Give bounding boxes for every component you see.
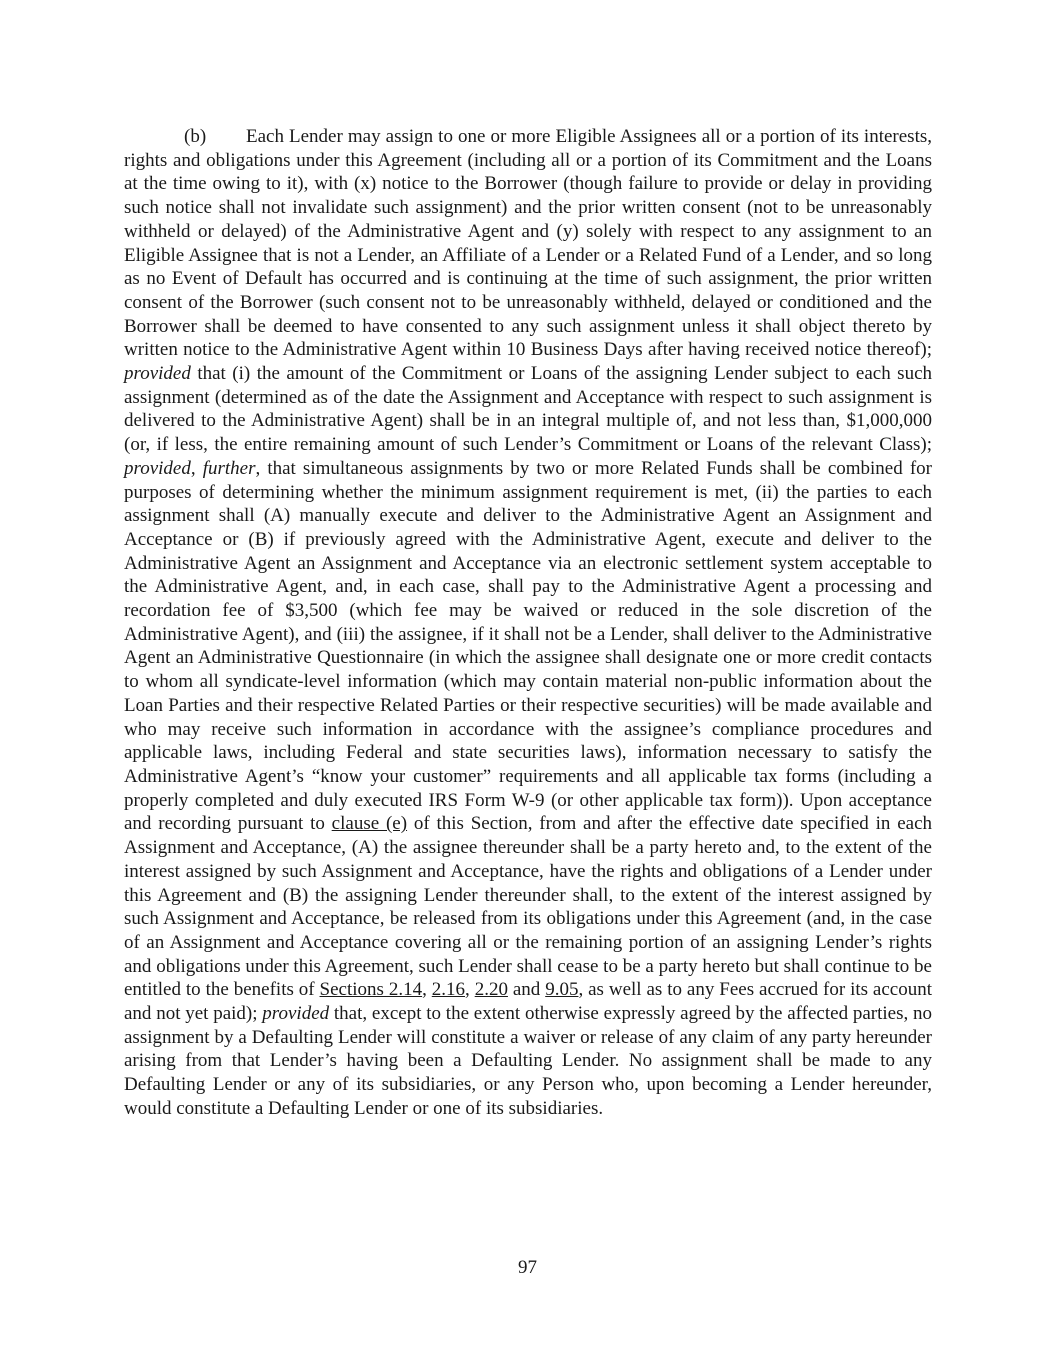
emphasis-provided: provided — [124, 363, 191, 385]
paragraph-marker: (b) — [184, 126, 207, 147]
section-9-05-reference: 9.05 — [545, 979, 579, 1001]
emphasis-provided: provided — [124, 457, 191, 479]
section-2-16-reference: 2.16 — [431, 979, 466, 1001]
clause-e-reference: clause (e) — [331, 813, 408, 835]
text-run: of this Section, from and after the effective date specified in each Assignment and Acceptance, (A) the assignee thereunder shall be a party hereto and, to the extent of the interest assigned by such Assignment and Acceptance, have the rights and obligations of a Lender under this Agreement and (B) the assigning Lender thereunder shall, to the extent of the interest assigned by such Assignment and Acceptance, be released from its obligations under this Agreement (and, in the case of an Assignment and Acceptance covering all or the remaining portion of an assigning Lender’s rights and obligations under this Agreement, such Lender shall cease to be a party hereto but shall continue to be entitled to the benefits of — [124, 813, 932, 1001]
text-run: , that simultaneous assignments by two or more Related Funds shall be combined for purposes of determining whether the minimum assignment requirement is met, (ii) the parties to each assignment shall (A) manually execute and deliver to the Administrative Agent an Assignment and Acceptance or (B) if previously agreed with the Administrative Agent, execute and deliver to the Administrative Agent an Assignment and Acceptance via an electronic settlement system acceptable to the Administrative Agent, and, in each case, shall pay to the Administrative Agent a processing and recordation fee of $3,500 (which fee may be waived or reduced in the sole discretion of the Administrative Agent), and (iii) the assignee, if it shall not be a Lender, shall deliver to the Administrative Agent an Administrative Questionnaire (in which the assignee shall designate one or more credit contacts to whom all syndicate-level information (which may contain material non-public information about the Loan Parties and their respective Related Parties or their respective securities) will be made available and who may receive such information in accordance with the assignee’s compliance procedures and applicable laws, including Federal and state securities laws), information necessary to satisfy the Administrative Agent’s “know your customer” requirements and all applicable tax forms (including a properly completed and duly executed IRS Form W-9 (or other applicable tax form)). Upon acceptance and recording pursuant to — [124, 457, 932, 835]
text-run: , — [190, 457, 203, 479]
page-number: 97 — [518, 1257, 537, 1278]
text-run: , — [465, 979, 475, 1001]
paragraph-b — [124, 125, 932, 1121]
emphasis-provided: provided — [262, 1003, 330, 1025]
text-run: that, except to the extent otherwise expressly agreed by the affected parties, no assignment by a Defaulting Lender will constitute a waiver or release of any claim of any party hereunder arising from that Lender’s having been a Defaulting Lender. No assignment shall be made to any Defaulting Lender or any of its subsidiaries, or any Person who, upon becoming a Lender hereunder, would constitute a Defaulting Lender or one of its subsidiaries. — [124, 1003, 932, 1119]
emphasis-further: further — [202, 457, 256, 479]
text-run: , — [422, 979, 432, 1001]
text-run: , as well as to any Fees accrued for its account and not yet paid); — [124, 979, 933, 1025]
section-2-14-reference: Sections 2.14 — [319, 979, 423, 1001]
text-run: and — [507, 979, 546, 1001]
section-2-20-reference: 2.20 — [474, 979, 508, 1001]
text-run: that (i) the amount of the Commitment or Loans of the assigning Lender subject to each such assignment (determined as of the date the Assignment and Acceptance with respect to such assignment is delivered to the Administrative Agent) shall be in an integral multiple of, and not less than, $1,000,000 (or, if less, the entire remaining amount of such Lender’s Commitment or Loans of the relevant Class); — [124, 363, 932, 456]
text-run: Each Lender may assign to one or more Eligible Assignees all or a portion of its interests, rights and obligations under this Agreement (including all or a portion of its Commitment and the Loans at the time owing to it), with (x) notice to the Borrower (though failure to provide or delay in providing such notice shall not invalidate such assignment) and the prior written consent (not to be unreasonably withheld or delayed) of the Administrative Agent and (y) solely with respect to any assignment to an Eligible Assignee that is not a Lender, an Affiliate of a Lender or a Related Fund of a Lender, and so long as no Event of Default has occurred and is continuing at the time of such assignment, the prior written consent of the Borrower (such consent not to be unreasonably withheld, delayed or conditioned and the Borrower shall be deemed to have consented to any such assignment unless it shall object thereto by written notice to the Administrative Agent within 10 Business Days after having received notice thereof); — [124, 126, 932, 361]
